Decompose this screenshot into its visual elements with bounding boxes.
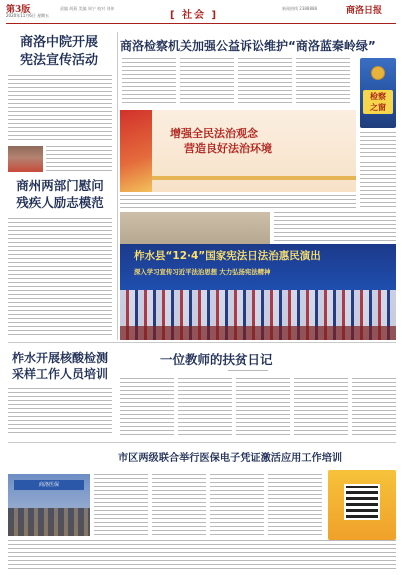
qr-code-icon (344, 484, 380, 520)
banner-caption (120, 195, 356, 209)
article2-divider (117, 32, 118, 340)
article5-headline: 一位教师的扶贫日记 (160, 352, 273, 367)
article5-col4 (294, 378, 348, 436)
section-title: [ 社会 ] (170, 10, 219, 21)
stage-title (134, 250, 384, 263)
stage-subtitle: 深入学习宣传习近平法治思想 大力弘扬宪法精神 (134, 268, 271, 276)
article2-body-col3 (238, 58, 292, 106)
medical-insurance-photo (8, 474, 90, 536)
banner-red-corner (120, 110, 152, 192)
page-number: 第3版 (6, 5, 31, 15)
article5-col3 (236, 378, 290, 436)
article1-body (8, 75, 112, 143)
article2-body-col2 (180, 58, 234, 106)
mid-rule (8, 342, 396, 343)
article6-col4 (268, 474, 322, 536)
badge-text (363, 90, 393, 114)
banner-gold-stripe (152, 176, 356, 180)
stage-floor (120, 326, 396, 340)
article5-col2 (178, 378, 232, 436)
article6-col1 (94, 474, 148, 536)
article4-headline-line2: 采样工作人员培训 (11, 367, 108, 381)
masthead (0, 0, 402, 24)
photo-banner-label: 商洛医保 (14, 480, 84, 490)
banner-line1: 增强全民法治观念 (170, 127, 258, 140)
article6-headline: 市区两级联合举行医保电子凭证激活应用工作培训 (118, 453, 343, 464)
stage-photo (120, 244, 396, 340)
editors-line: 责编 胡燕 美编 周宁 校对 刘伟 (60, 6, 115, 11)
article6-col2 (152, 474, 206, 536)
badge-emblem (371, 66, 385, 80)
article5-col5 (352, 378, 396, 436)
masthead-rule (6, 23, 396, 24)
article4-headline (8, 350, 112, 382)
article5-byline (228, 370, 268, 374)
badge-line1: 检察 (370, 92, 386, 101)
paper-logo: 商洛日报 (346, 6, 383, 16)
banner-line2: 营造良好法治环境 (184, 142, 272, 155)
article2-body-col4 (296, 58, 350, 106)
article1-headline (10, 34, 108, 70)
article1-headline-line2: 宪法宣传活动 (19, 53, 98, 68)
article2-body-col1 (122, 58, 176, 106)
bottom-text (8, 540, 396, 570)
article4-body (8, 388, 112, 436)
issue-date: 2020年11月6日 星期五 (6, 13, 50, 18)
photo-attendees (8, 508, 90, 536)
qr-poster (328, 470, 396, 540)
article3-headline-line2: 残疾人励志模范 (16, 195, 104, 210)
article3-headline-line1: 商州两部门慰问 (16, 178, 104, 193)
article1-photo (8, 146, 43, 172)
article1-headline-line1: 商洛中院开展 (19, 35, 98, 50)
hotline: 新闻热线 2388888 (282, 6, 318, 11)
article2-body-col5 (360, 132, 396, 158)
article3-headline (8, 177, 112, 211)
article1-body-cont (46, 146, 112, 172)
procuratorate-badge (360, 58, 396, 128)
article5-col1 (120, 378, 174, 436)
article3-body (8, 218, 112, 338)
banner-text (170, 126, 350, 156)
classroom-caption (274, 212, 396, 242)
article6-col3 (210, 474, 264, 536)
law-promo-banner (120, 110, 356, 192)
article2-headline: 商洛检察机关加强公益诉讼维护“商洛蓝秦岭绿” (120, 39, 376, 53)
stage-title-line1: 柞水县“12·4”国家宪法日法治惠民演出 (134, 250, 321, 262)
right-col-text (360, 162, 396, 210)
badge-line2: 之窗 (370, 103, 386, 112)
article4-headline-line1: 柞水开展核酸检测 (11, 351, 108, 365)
lower-rule (8, 442, 396, 443)
section-name: 社会 (182, 10, 207, 21)
